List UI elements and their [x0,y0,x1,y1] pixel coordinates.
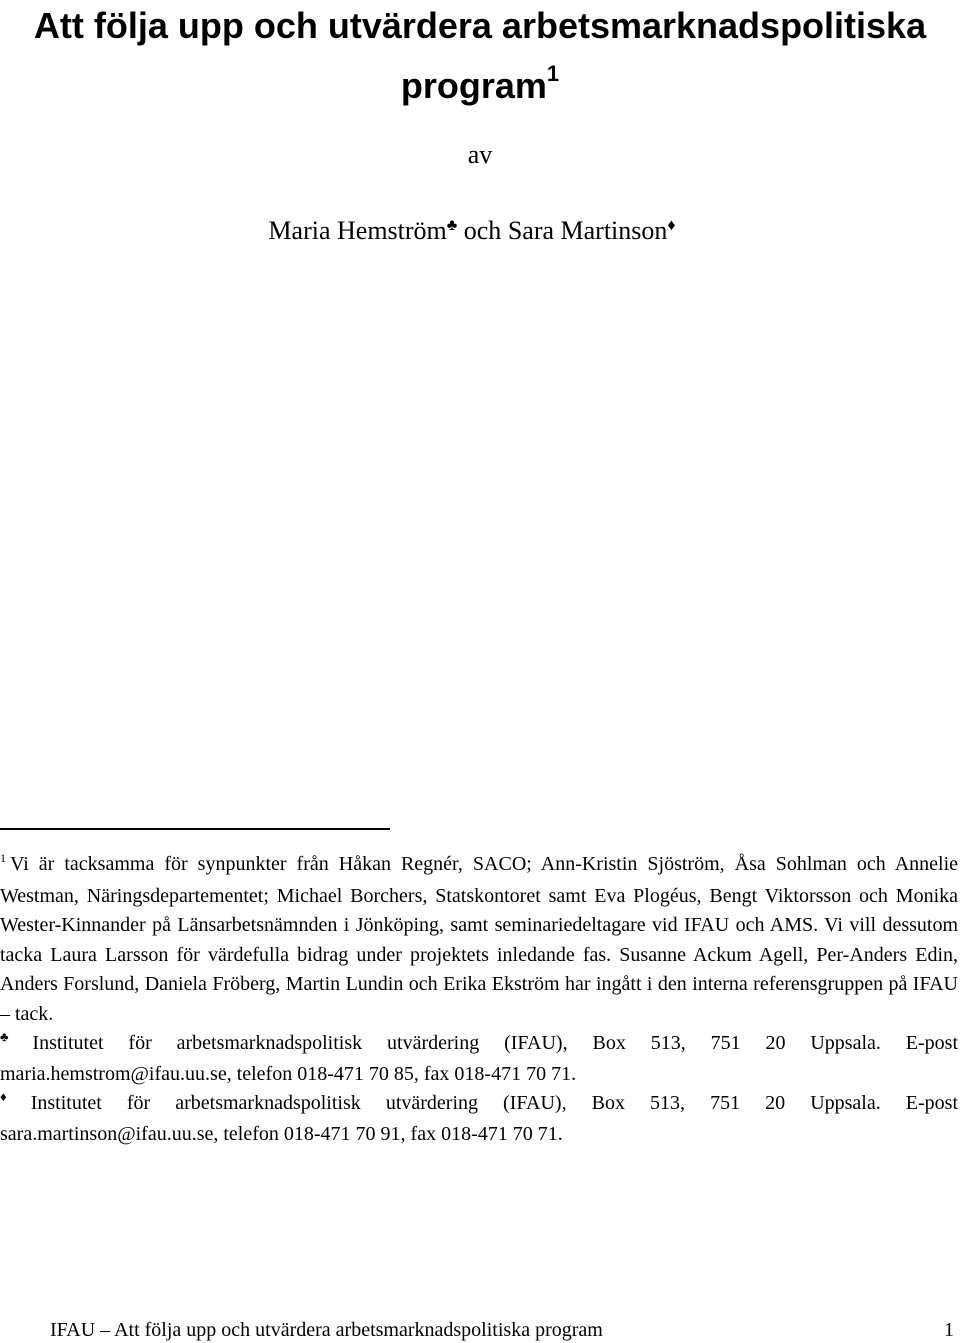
diamond-footnote-icon: ♦ [0,1089,27,1104]
footnote-mark-1: 1 [0,851,6,865]
footnote-author-2 [0,1089,958,1149]
footnote-text-2: Institutet för arbetsmarknadspolitisk utvärdering (IFAU), Box 513, 751 20 Uppsala. E-post maria.hemstrom@ifau.uu.se, telefon 018-471 70 85, fax 018-471 70 71. [0,1032,958,1085]
author-line [0,216,944,246]
club-footnote-icon: ♣ [0,1029,29,1044]
title-line-1: Att följa upp och utvärdera arbetsmarknadspolitiska [33,5,927,46]
footer-text: IFAU – Att följa upp och utvärdera arbetsmarknadspolitiska program [50,1319,603,1341]
author-name-1: Maria Hemström [268,216,447,245]
page-number: 1 [944,1319,954,1341]
author-conjunction: och [463,216,502,245]
footnote-author-1 [0,1029,958,1089]
footnote-separator [0,828,390,830]
footnote-text-3: Institutet för arbetsmarknadspolitisk utvärdering (IFAU), Box 513, 751 20 Uppsala. E-post sara.martinson@ifau.uu.se, telefon 018-471 70 91, fax 018-471 70 71. [0,1092,958,1145]
title-footnote-ref[interactable]: 1 [546,61,560,86]
footnotes [0,850,958,1149]
byline-av: av [467,140,493,169]
page-footer [50,1318,954,1342]
title-line-2 [0,52,960,112]
footnote-1 [0,850,958,1029]
title-line-2-text: program [400,65,547,106]
author-name-2: Sara Martinson [507,216,668,245]
diamond-symbol-icon: ♦ [667,217,676,234]
club-symbol-icon: ♣ [446,217,458,234]
footnote-text-1: Vi är tacksamma för synpunkter från Håkan Regnér, SACO; Ann-Kristin Sjöström, Åsa Sohlman och Annelie Westman, Näringsdepartementet; Michael Borchers, Statskontoret samt Eva Plogéus, Bengt Viktorsson och Monika Wester-Kinnander på Länsarbetsnämnden i Jönköping, samt seminariedeltagare vid IFAU och AMS. Vi vill dessutom tacka Laura Larsson för värdefulla bidrag under projektets inledande fas. Susanne Ackum Agell, Per-Anders Edin, Anders Forslund, Daniela Fröberg, Martin Lundin och Erika Ekström har ingått i den interna referensgruppen på IFAU – tack. [0,853,958,1025]
document-title [0,0,960,112]
